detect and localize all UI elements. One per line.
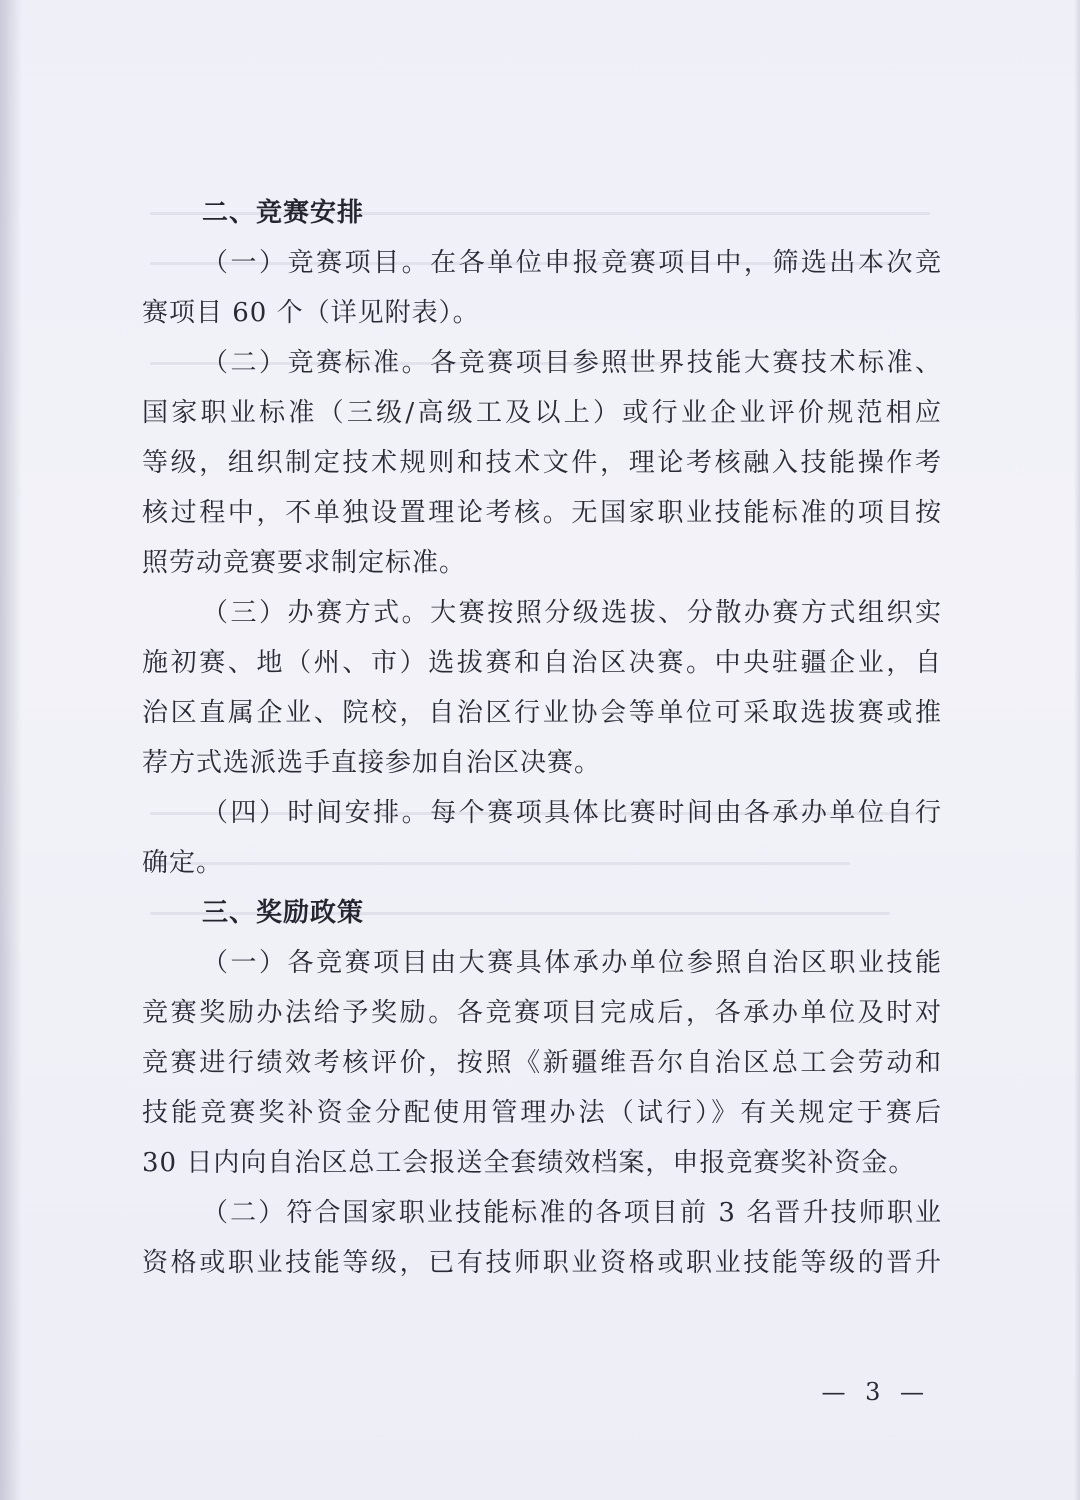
text-line: 等级，组织制定技术规则和技术文件，理论考核融入技能操作考 [142, 448, 942, 478]
section-heading: 三、奖励政策 [202, 898, 365, 928]
paragraph [142, 238, 942, 338]
text-line: 竞赛进行绩效考核评价，按照《新疆维吾尔自治区总工会劳动和 [142, 1048, 942, 1078]
text-line: 国家职业标准（三级/高级工及以上）或行业企业评价规范相应 [142, 398, 942, 428]
text-line: 照劳动竞赛要求制定标准。 [142, 548, 467, 578]
document-body [142, 188, 942, 1288]
text-line: 赛项目 60 个（详见附表）。 [142, 298, 480, 328]
text-line: 确定。 [142, 848, 224, 878]
text-line: （四）时间安排。每个赛项具体比赛时间由各承办单位自行 [202, 798, 942, 828]
scan-right-edge [1074, 0, 1080, 1500]
page-number: — 3 — [821, 1378, 930, 1406]
text-line: 竞赛奖励办法给予奖励。各竞赛项目完成后，各承办单位及时对 [142, 998, 942, 1028]
text-line: （二）符合国家职业技能标准的各项目前 3 名晋升技师职业 [202, 1198, 942, 1228]
text-line: 治区直属企业、院校，自治区行业协会等单位可采取选拔赛或推 [142, 698, 942, 728]
text-line: （一）各竞赛项目由大赛具体承办单位参照自治区职业技能 [202, 948, 942, 978]
text-line: 核过程中，不单独设置理论考核。无国家职业技能标准的项目按 [142, 498, 942, 528]
section-heading: 二、竞赛安排 [202, 198, 365, 228]
paragraph [142, 338, 942, 588]
text-line: 荐方式选派选手直接参加自治区决赛。 [142, 748, 602, 778]
paragraph [142, 788, 942, 888]
scan-left-shadow [0, 0, 22, 1500]
paragraph [142, 938, 942, 1188]
paragraph [142, 588, 942, 788]
text-line: 施初赛、地（州、市）选拔赛和自治区决赛。中央驻疆企业，自 [142, 648, 942, 678]
text-line: （一）竞赛项目。在各单位申报竞赛项目中，筛选出本次竞 [202, 248, 942, 278]
paragraph [142, 1188, 942, 1288]
text-line: 30 日内向自治区总工会报送全套绩效档案，申报竞赛奖补资金。 [142, 1148, 916, 1178]
text-line: 资格或职业技能等级，已有技师职业资格或职业技能等级的晋升 [142, 1248, 942, 1278]
text-line: （二）竞赛标准。各竞赛项目参照世界技能大赛技术标准、 [202, 348, 942, 378]
text-line: （三）办赛方式。大赛按照分级选拔、分散办赛方式组织实 [202, 598, 942, 628]
text-line: 技能竞赛奖补资金分配使用管理办法（试行）》有关规定于赛后 [142, 1098, 942, 1128]
